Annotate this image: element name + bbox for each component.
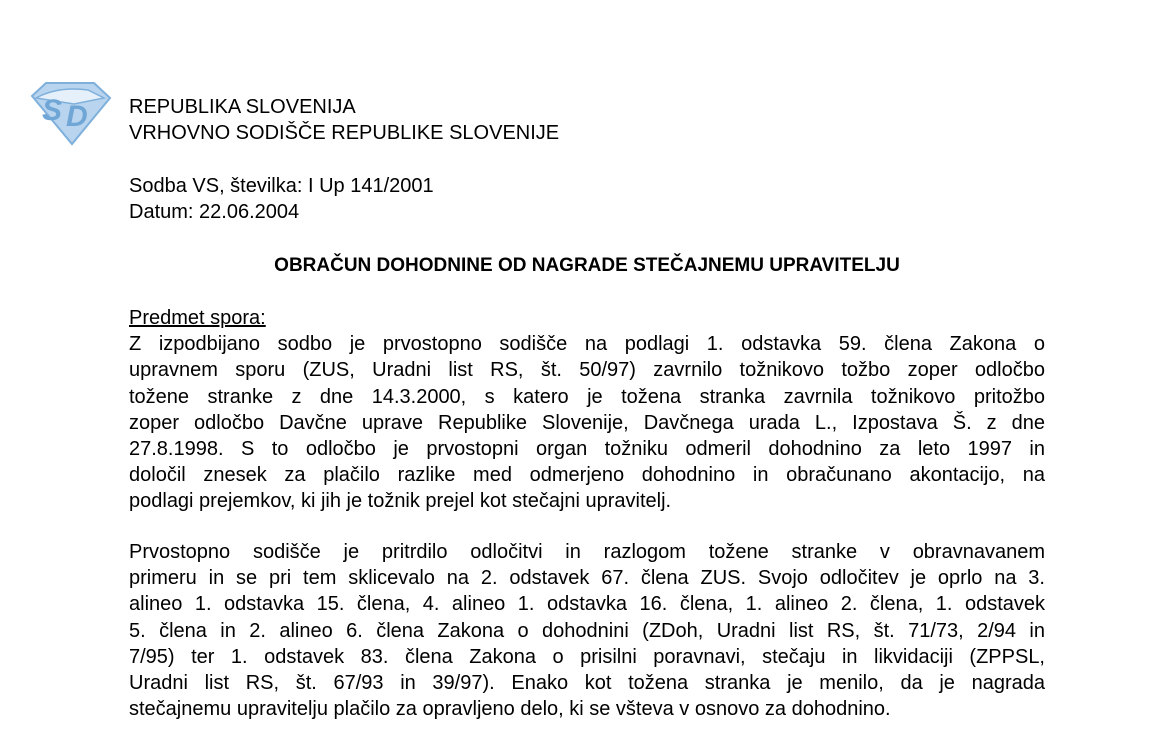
paragraph-1	[129, 305, 1045, 515]
case-number: Sodba VS, številka: I Up 141/2001	[129, 175, 434, 197]
text-line: 7/95) ter 1. odstavek 83. člena Zakona o prisilni poravnavi, stečaju in likvidaciji (ZPPSL,	[129, 645, 1045, 668]
text-line: upravnem sporu (ZUS, Uradni list RS, št. 50/97) zavrnilo tožnikovo tožbo zoper odločbo	[129, 359, 1045, 382]
section-heading: Predmet spora:	[129, 307, 266, 329]
text-line: tožene stranke z dne 14.3.2000, s katero je tožena stranka zavrnila tožnikovo pritožbo	[129, 385, 1045, 408]
court-name: VRHOVNO SODIŠČE REPUBLIKE SLOVENIJE	[129, 122, 560, 145]
text-line: 27.8.1998. S to odločbo je prvostopni organ tožniku odmeril dohodnino za leto 1997 in	[129, 437, 1045, 460]
text-line: Prvostopno sodišče je pritrdilo odločitvi in razlogom tožene stranke v obravnavanem	[129, 541, 1045, 563]
paragraph-2	[129, 539, 1045, 722]
text-line: Uradni list RS, št. 67/93 in 39/97). Enako kot tožena stranka je menilo, da je nagrada	[129, 671, 1045, 694]
text-line: stečajnemu upravitelju plačilo za opravljeno delo, ki se všteva v osnovo za dohodnino.	[129, 698, 891, 721]
text-line: določil znesek za plačilo razlike med odmerjeno dohodnino in obračunano akontacijo, na	[129, 464, 1045, 487]
text-line: alineo 1. odstavka 15. člena, 4. alineo 1. odstavka 16. člena, 1. alineo 2. člena, 1. odstavek	[129, 593, 1045, 616]
svg-text:S: S	[42, 94, 63, 127]
document-title: OBRAČUN DOHODNINE OD NAGRADE STEČAJNEMU UPRAVITELJU	[274, 255, 900, 276]
republic-name: REPUBLIKA SLOVENIJA	[129, 96, 356, 118]
case-date: Datum: 22.06.2004	[129, 201, 300, 224]
court-header	[129, 94, 1045, 146]
court-logo	[28, 80, 112, 146]
text-line: Z izpodbijano sodbo je prvostopno sodišče na podlagi 1. odstavka 59. člena Zakona o	[129, 333, 1045, 356]
case-meta	[129, 173, 1045, 225]
text-line: 5. člena in 2. alineo 6. člena Zakona o dohodnini (ZDoh, Uradni list RS, št. 71/73, 2/94 in	[129, 619, 1045, 642]
svg-text:D: D	[66, 100, 88, 133]
text-line: primeru in se pri tem sklicevalo na 2. odstavek 67. člena ZUS. Svojo odločitev je oprlo na 3.	[129, 567, 1045, 590]
text-line: podlagi prejemkov, ki jih je tožnik prejel kot stečajni upravitelj.	[129, 490, 672, 513]
text-line: zoper odločbo Davčne uprave Republike Slovenije, Davčnega urada L., Izpostava Š. z dne	[129, 411, 1045, 434]
